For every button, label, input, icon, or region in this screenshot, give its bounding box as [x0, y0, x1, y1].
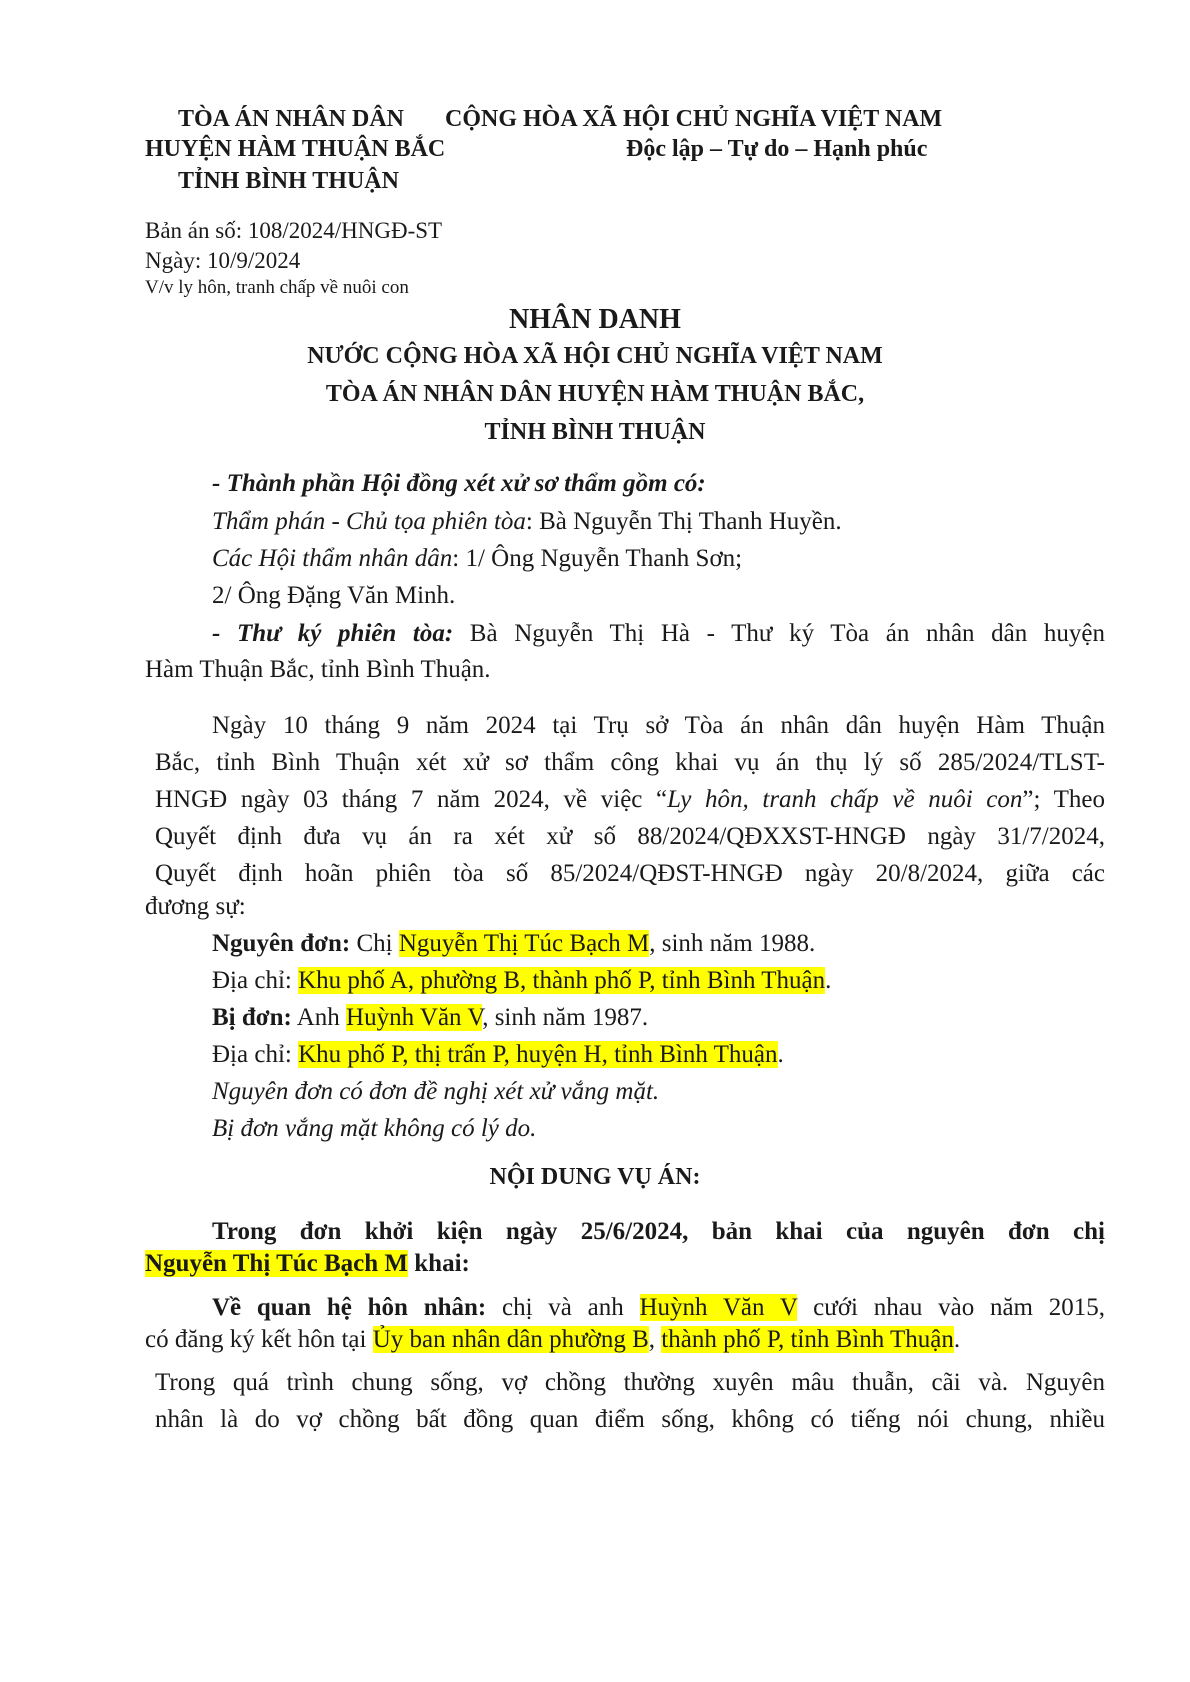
trial-line3: [155, 780, 1105, 820]
content-line-b: nhân là do vợ chồng bất đồng quan điểm sống, không có tiếng nói chung, nhiều: [155, 1406, 1105, 1433]
trial-line5: Quyết định hoãn phiên tòa số 85/2024/QĐST-HNGĐ ngày 20/8/2024, giữa các: [155, 860, 1105, 887]
trial-line1: Ngày 10 tháng 9 năm 2024 tại Trụ sở Tòa án nhân dân huyện Hàm Thuận: [212, 712, 1105, 739]
plaintiff-address-line: [212, 967, 831, 995]
defendant-address-line: [212, 1041, 784, 1069]
plaintiff-pre: Chị: [350, 930, 399, 957]
trial-line4: Quyết định đưa vụ án ra xét xử số 88/2024/QĐXXST-HNGĐ ngày 31/7/2024,: [155, 823, 1105, 850]
judge-label: Thẩm phán - Chủ tọa phiên tòa: [212, 508, 526, 535]
title-province: TỈNH BÌNH THUẬN: [484, 419, 706, 445]
defendant-line: [212, 1004, 648, 1032]
trial-line3-b: ”; Theo: [1022, 786, 1105, 813]
trial-line3-italic: Ly hôn, tranh chấp về nuôi con: [667, 786, 1023, 813]
reg-place1: Ủy ban nhân dân phường B: [372, 1326, 649, 1353]
case-date: Ngày: 10/9/2024: [145, 248, 301, 273]
national-title: CỘNG HÒA XÃ HỘI CHỦ NGHĨA VIỆT NAM: [445, 106, 943, 132]
court-name-line1: TÒA ÁN NHÂN DÂN: [178, 106, 405, 132]
trial-line3-a: HNGĐ ngày 03 tháng 7 năm 2024, về việc “: [155, 786, 668, 813]
clerk-label: - Thư ký phiên tòa:: [212, 620, 454, 647]
address-label: Địa chỉ:: [212, 967, 299, 994]
case-number: Bản án số: 108/2024/HNGĐ-ST: [145, 218, 443, 243]
address-label-2: Địa chỉ:: [212, 1041, 299, 1068]
marriage-line: [212, 1288, 1105, 1328]
plaintiff-post: , sinh năm 1988.: [649, 930, 816, 957]
period: .: [825, 967, 832, 994]
panel-heading: - Thành phần Hội đồng xét xử sơ thẩm gồm có:: [212, 470, 706, 497]
intro-tail: khai:: [408, 1250, 470, 1277]
plaintiff-name: Nguyễn Thị Túc Bạch M: [398, 930, 650, 957]
intro-name: Nguyễn Thị Túc Bạch M: [145, 1250, 409, 1277]
marriage-label: Về quan hệ hôn nhân:: [212, 1294, 487, 1321]
plaintiff-label: Nguyên đơn:: [212, 930, 351, 957]
plaintiff-note: Nguyên đơn có đơn đề nghị xét xử vắng mặt.: [212, 1078, 660, 1105]
panel-juror2: 2/ Ông Đặng Văn Minh.: [212, 582, 456, 609]
defendant-name: Huỳnh Văn V: [346, 1004, 483, 1031]
content-heading: NỘI DUNG VỤ ÁN:: [489, 1164, 701, 1190]
clerk-value-1: Bà Nguyễn Thị Hà - Thư ký Tòa án nhân dân huyện: [453, 620, 1105, 647]
intro-line2: [145, 1250, 470, 1278]
plaintiff-address: Khu phố A, phường B, thành phố P, tỉnh Bình Thuận: [298, 967, 826, 994]
plaintiff-line: [212, 930, 815, 958]
registration-line: [145, 1326, 960, 1354]
marriage-post: cưới nhau vào năm 2015,: [797, 1294, 1105, 1321]
period-2: .: [777, 1041, 784, 1068]
defendant-address: Khu phố P, thị trấn P, huyện H, tỉnh Bình Thuận: [298, 1041, 778, 1068]
panel-clerk-line1: [212, 614, 1105, 654]
title-in-the-name: NHÂN DANH: [509, 304, 681, 335]
panel-judge: [212, 508, 842, 536]
trial-line6: đương sự:: [145, 893, 246, 920]
defendant-post: , sinh năm 1987.: [482, 1004, 649, 1031]
court-name-line2: HUYỆN HÀM THUẬN BẮC: [145, 136, 446, 162]
defendant-pre: Anh: [291, 1004, 347, 1031]
jurors-label: Các Hội thẩm nhân dân: [212, 545, 453, 572]
panel-jurors: [212, 545, 742, 573]
court-name-line3: TỈNH BÌNH THUẬN: [178, 168, 399, 194]
intro-line1: Trong đơn khởi kiện ngày 25/6/2024, bản khai của nguyên đơn chị: [212, 1218, 1105, 1245]
defendant-note: Bị đơn vắng mặt không có lý do.: [212, 1115, 537, 1142]
reg-comma: ,: [648, 1326, 662, 1353]
marriage-pre: chị và anh: [486, 1294, 640, 1321]
jurors-value: : 1/ Ông Nguyễn Thanh Sơn;: [452, 545, 743, 572]
marriage-name: Huỳnh Văn V: [639, 1294, 798, 1321]
national-motto: Độc lập – Tự do – Hạnh phúc: [626, 136, 928, 162]
reg-pre: có đăng ký kết hôn tại: [145, 1326, 373, 1353]
trial-line2: Bắc, tỉnh Bình Thuận xét xử sơ thẩm công khai vụ án thụ lý số 285/2024/TLST-: [155, 749, 1105, 776]
judge-value: : Bà Nguyễn Thị Thanh Huyền.: [525, 508, 842, 535]
panel-clerk-line2: Hàm Thuận Bắc, tỉnh Bình Thuận.: [145, 656, 491, 683]
title-republic: NƯỚC CỘNG HÒA XÃ HỘI CHỦ NGHĨA VIỆT NAM: [307, 343, 883, 369]
reg-end: .: [953, 1326, 961, 1353]
content-line-a: Trong quá trình chung sống, vợ chồng thường xuyên mâu thuẫn, cãi và. Nguyên: [155, 1369, 1105, 1396]
title-court: TÒA ÁN NHÂN DÂN HUYỆN HÀM THUẬN BẮC,: [325, 381, 865, 407]
defendant-label: Bị đơn:: [212, 1004, 292, 1031]
case-subject: V/v ly hôn, tranh chấp về nuôi con: [145, 277, 409, 298]
reg-place2: thành phố P, tỉnh Bình Thuận: [661, 1326, 954, 1353]
